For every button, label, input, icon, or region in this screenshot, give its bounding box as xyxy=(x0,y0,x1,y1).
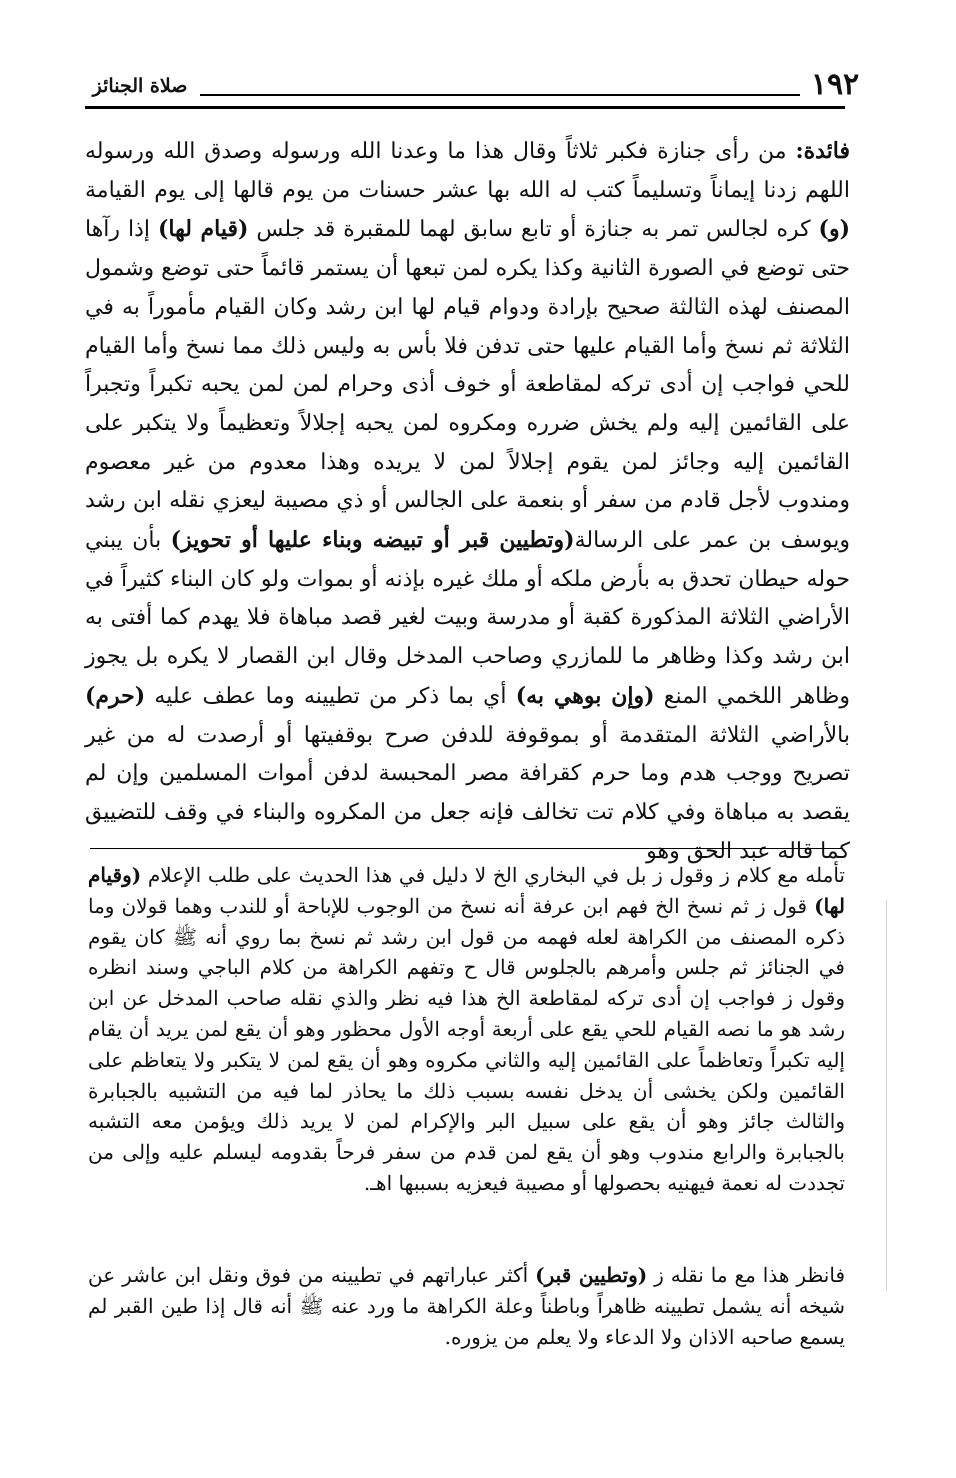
footnote-paragraph xyxy=(88,1260,845,1352)
matn-quote: (و) xyxy=(818,216,850,243)
main-text xyxy=(85,132,850,871)
header-underline xyxy=(85,106,845,109)
matn-quote: (وتطيين قبر أو تبيضه وبناء عليها أو تحويز) xyxy=(170,527,575,554)
matn-quote: (حرم) xyxy=(85,682,146,709)
footnote-segment: تأمله مع كلام ز وقول ز بل في البخاري الخ لا دليل في هذا الحديث على طلب الإعلام xyxy=(141,863,845,887)
page-number: ١٩٢ xyxy=(810,67,860,102)
matn-quote: (وإن بوهي به) xyxy=(515,682,655,709)
header-rule xyxy=(200,94,800,96)
matn-quote: (وقيام لها) xyxy=(88,863,845,918)
footnote-paragraph xyxy=(88,860,845,1199)
chapter-title: صلاة الجنائز xyxy=(92,75,188,97)
matn-quote: (وتطيين قبر) xyxy=(535,1263,648,1287)
main-text-segment: بالأراضي الثلاثة المتقدمة أو بموقوفة للدفن صرح بوقفيتها أو أرصدت له من غير تصريح ووجب هدم وما حرم كقرافة مصر المحبسة لدفن أموات المسلمين وإن لم يقصد به مباهاة وفي كلام تت تخالف فإنه جعل من المكروه والبناء في وقف للتضييق كما قاله عبد الحق وهو xyxy=(85,722,850,864)
scan-margin-line xyxy=(886,900,887,1290)
main-text-segment: إذا رآها حتى توضع في الصورة الثانية وكذا يكره لمن تبعها أن يستمر قائماً حتى توضع وشمول المصنف لهذه الثالثة صحيح بإرادة ودوام قيام لها ابن رشد وكان القيام مأموراً به في الثلاثة ثم نسخ وأما القيام عليها حتى تدفن فلا بأس به وليس ذلك مما نسخ وأما القيام للحي فواجب إن أدى تركه لمقاطعة أو خوف أذى وحرام لمن لمن يحبه تكبراً وتجبراً على القائمين إليه ولم يخش ضرره ومكروه لمن يحبه إجلالاً وتعظيماً ولا يتكبر على القائمين إليه وجائز لمن يقوم إجلالاً لمن لا يريده وهذا معدوم من غير معصوم ومندوب لأجل قادم من سفر أو بنعمة على الجالس أو ذي مصيبة ليعزي نقله ابن رشد ويوسف بن عمر على الرسالة xyxy=(85,217,850,554)
note-label: فائدة: xyxy=(795,138,850,164)
main-text-segment: من رأى جنازة فكبر ثلاثاً وقال هذا ما وعدنا الله ورسوله وصدق الله ورسوله اللهم زدنا إيماناً وتسليماً كتب له الله بها عشر حسنات من يوم قالها إلى يوم القيامة xyxy=(85,139,850,203)
footnote-segment: أكثر عباراتهم في تطيينه من فوق ونقل ابن عاشر عن شيخه أنه يشمل تطيينه ظاهراً وباطناً وعلة الكراهة ما ورد عنه ﷺ أنه قال إذا طين القبر لم يسمع صاحبه الاذان ولا الدعاء ولا يعلم من يزوره. xyxy=(88,1263,846,1349)
main-text-segment: بأن يبني حوله حيطان تحدق به بأرض ملكه أو ملك غيره بإذنه أو بموات ولو كان البناء كثيراً في الأراضي الثلاثة المذكورة كقبة أو مدرسة وبيت لغير قصد مباهاة فلا يهدم كما أفتى به ابن رشد وكذا وظاهر ما للمازري وصاحب المدخل وقال ابن القصار لا يكره بل يجوز وظاهر اللخمي المنع xyxy=(85,528,851,709)
footnote-segment: قول ز ثم نسخ الخ فهم ابن عرفة أنه نسخ من الوجوب للإباحة أو للندب وهما قولان وما ذكره المصنف من الكراهة لعله فهمه من قول ابن رشد ثم نسخ بما روي أنه ﷺ كان يقوم في الجنائز ثم جلس وأمرهم بالجلوس قال ح وتفهم الكراهة من كلام الباجي وسند انظره وقول ز فواجب إن أدى تركه لمقاطعة الخ هذا فيه نظر والذي نقله صاحب المدخل عن ابن رشد هو ما نصه القيام للحي يقع على أربعة أوجه الأول محظور وهو أن يقع لمن يريد أن يقام إليه تكبراً وتعاظماً على القائمين إليه والثاني مكروه وهو أن يقع لمن لا يتكبر ولا يتعاظم على القائمين ولكن يخشى أن يدخل نفسه بسبب ذلك ما يحاذر لما فيه من التشبيه بالجبابرة والثالث جائز وهو أن يقع على سبيل البر والإكرام لمن لا يريد ذلك ويؤمن معه التشبه بالجبابرة والرابع مندوب وهو أن يقع لمن قدم من سفر فرحاً بقدومه ليسلم عليه وإلى من تجددت له نعمة فيهنيه بحصولها أو مصيبة فيعزيه بسببها اهـ. xyxy=(88,893,845,1195)
matn-quote: (قيام لها) xyxy=(157,216,249,243)
footnote-segment: فانظر هذا مع ما نقله ز xyxy=(647,1263,846,1287)
main-text-segment: أي بما ذكر من تطيينه وما عطف عليه xyxy=(145,683,516,709)
main-text-segment: كره لجالس تمر به جنازة أو تابع سابق لهما للمقبرة قد جلس xyxy=(248,217,819,243)
footnote-separator xyxy=(90,848,843,849)
